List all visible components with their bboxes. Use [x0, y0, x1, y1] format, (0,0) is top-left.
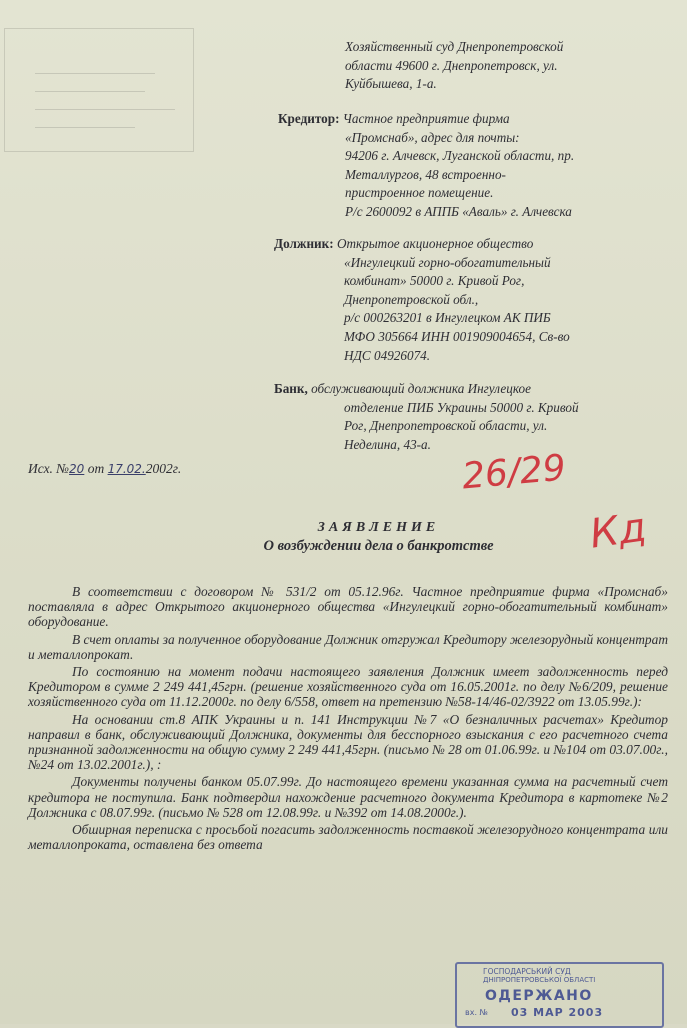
creditor-label: Кредитор:	[278, 111, 340, 126]
ref-number: 20	[69, 462, 85, 476]
document-body	[28, 584, 668, 854]
stamp-line-2: ДНІПРОПЕТРОВСЬКОЇ ОБЛАСТІ	[483, 976, 596, 984]
handwritten-initials: Кд	[587, 504, 649, 558]
bank-line: Рог, Днепропетровской области, ул.	[344, 418, 548, 434]
document-subtitle: О возбуждении дела о банкротстве	[263, 538, 494, 554]
debtor-line: комбинат» 50000 г. Кривой Рог,	[344, 273, 525, 289]
creditor-line: Частное предприятие фирма	[342, 111, 510, 126]
body-paragraph: Обширная переписка с просьбой погасить задолженность поставкой железорудного концентрата или металлопроката, оставлена без ответа	[28, 822, 668, 853]
body-paragraph: Документы получены банком 05.07.99г. До настоящего времени указанная сумма на расчетный счет кредитора не поступила. Банк подтвердил нахождение расчетного документа Кредитора в картотеке №2 Должника с 08.07.99г. (письмо № 528 от 12.08.99г. и №392 от 14.08.2000г.).	[28, 774, 668, 820]
debtor-line: Открытое акционерное общество	[336, 236, 534, 251]
creditor-block	[278, 110, 574, 222]
bank-block	[274, 380, 579, 454]
bank-label: Банк,	[274, 381, 308, 396]
ref-date: 17.02.	[107, 462, 146, 476]
stamp-prefix: вх. №	[465, 1008, 488, 1017]
creditor-line: пристроенное помещение.	[345, 185, 494, 201]
creditor-line: Металлургов, 48 встроенно-	[345, 166, 506, 182]
creditor-line: «Промснаб», адрес для почты:	[345, 129, 520, 145]
ref-suffix: 2002г.	[145, 461, 182, 476]
creditor-line: 94206 г. Алчевск, Луганской области, пр.	[345, 148, 575, 164]
debtor-label: Должник:	[274, 236, 334, 251]
body-paragraph: В счет оплаты за полученное оборудование Должник отгружал Кредитору железорудный концентрат и металлопрокат.	[28, 631, 668, 662]
faint-registration-stamp	[4, 28, 194, 152]
debtor-line: НДС 04926074.	[344, 347, 431, 363]
stamp-line-1: ГОСПОДАРСЬКИЙ СУД	[483, 967, 571, 976]
stamp-date: 03 МАР 2003	[511, 1006, 604, 1019]
document-title: ЗАЯВЛЕНИЕ	[317, 520, 440, 535]
handwritten-number: 26/29	[460, 447, 568, 498]
debtor-block	[274, 235, 570, 365]
creditor-line: Р/с 2600092 в АППБ «Аваль» г. Алчевска	[345, 203, 572, 219]
court-address	[345, 38, 563, 94]
received-stamp	[455, 962, 664, 1028]
bank-line: Неделина, 43-а.	[344, 436, 431, 452]
court-line-2: области 49600 г. Днепропетровск, ул.	[345, 57, 558, 73]
debtor-line: Днепропетровской обл.,	[344, 291, 479, 307]
bank-line: отделение ПИБ Украины 50000 г. Кривой	[344, 399, 579, 415]
ref-middle: от	[87, 461, 105, 476]
body-paragraph: По состоянию на момент подачи настоящего заявления Должник имеет задолженность перед Кредитором в сумме 2 249 441,45грн. (решение хозяйственного суда от 16.05.2001г. по делу №6/209, решение хозяйственного суда от 11.12.2000г. по делу 6/558, ответ на претензию №58-14/46-02/3922 от 13.05.99г.):	[28, 664, 668, 710]
stamp-received: ОДЕРЖАНО	[485, 988, 593, 1004]
debtor-line: МФО 305664 ИНН 001909004654, Св-во	[344, 328, 570, 344]
debtor-line: р/с 000263201 в Ингулецком АК ПИБ	[344, 310, 551, 326]
body-paragraph: На основании ст.8 АПК Украины и п. 141 Инструкции №7 «О безналичных расчетах» Кредитор направил в банк, обслуживающий Должника, документы для бесспорного взыскания с его расчетного счета признанной задолженности на общую сумму 2 249 441,45грн. (письмо № 28 от 01.06.99г. и №104 от 03.07.00г.,№24 от 13.02.2001г.), :	[28, 711, 668, 773]
body-paragraph: В соответствии с договором № 531/2 от 05.12.96г. Частное предприятие фирма «Промснаб» поставляла в адрес Открытого акционерного общества «Ингулецкий горно-обогатительный комбинат» оборудование.	[28, 584, 668, 630]
debtor-line: «Ингулецкий горно-обогатительный	[344, 254, 551, 270]
court-line-3: Куйбышева, 1-а.	[345, 76, 437, 92]
outgoing-reference	[28, 461, 181, 477]
ref-prefix: Исх. №	[28, 461, 70, 476]
court-line-1: Хозяйственный суд Днепропетровской	[345, 39, 564, 54]
bank-line: обслуживающий должника Ингулецкое	[311, 381, 531, 396]
